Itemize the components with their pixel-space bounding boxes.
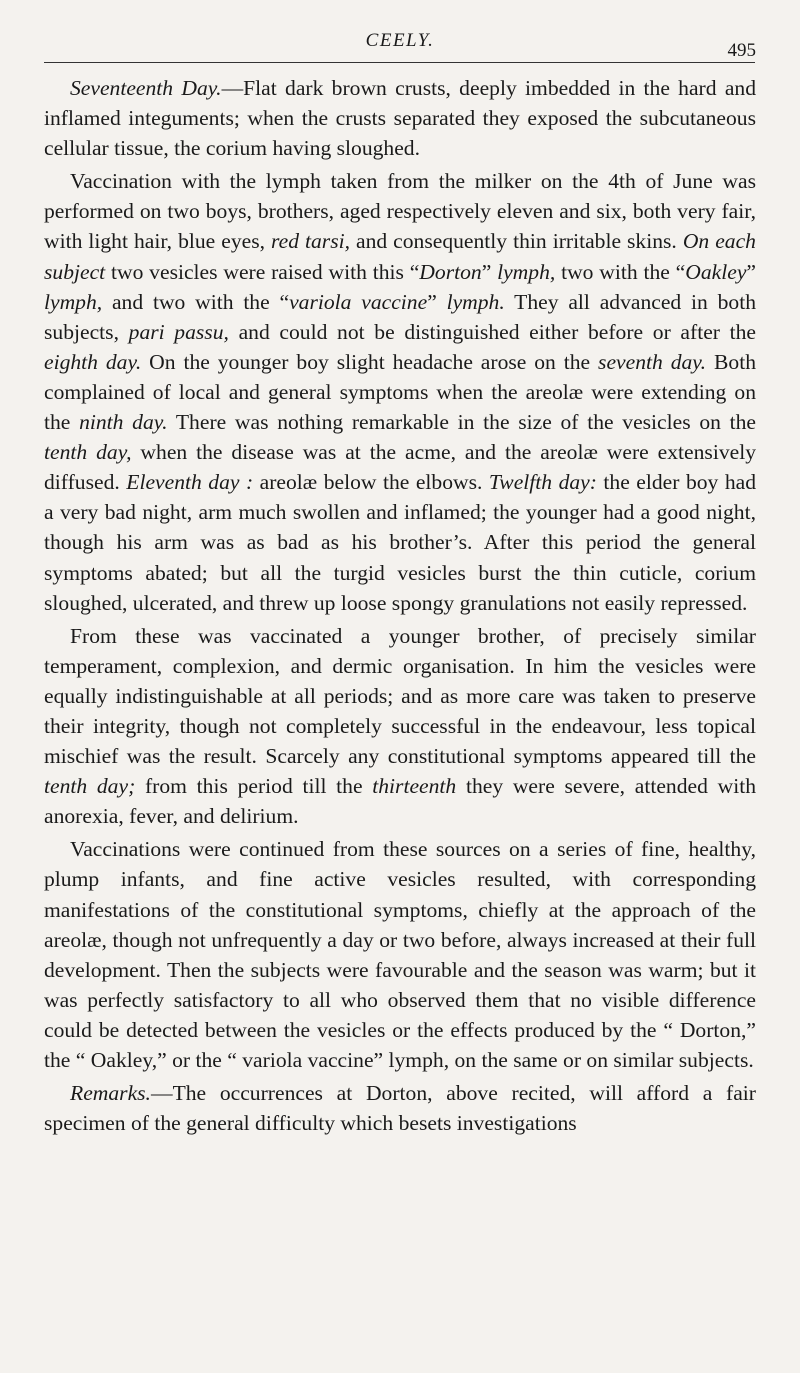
text-run: ” [427, 289, 447, 314]
italic-text: Seventeenth Day. [70, 76, 222, 100]
text-run: they were severe, attended with anorexia, fever, and delirium. [44, 774, 757, 829]
text-run: On the younger boy slight headache arose on the [141, 349, 599, 374]
text-run: when the disease was at the acme, and the areolæ were extensively diffused. [44, 440, 757, 495]
italic-text: red tarsi, [271, 229, 350, 254]
italic-text: Twelfth day: [488, 470, 597, 495]
italic-text: seventh day. [598, 349, 707, 374]
italic-text: lymph, [44, 289, 103, 314]
page-header [44, 26, 756, 62]
text-run: two with the “ [555, 259, 686, 284]
text-run: ” [481, 259, 498, 284]
italic-text: lymph. [446, 289, 505, 314]
paragraph [44, 166, 756, 617]
text-run: ” [746, 259, 757, 284]
text-run: Vaccinations were continued from these sources on a series of fine, healthy, plump infants, and fine active vesicles resulted, with corresponding manifestations of the constitutional symptoms, chiefly at the approach of the areolæ, though not unfrequently a day or two before, always increased at their full development. Then the subjects were favourable and the season was warm; but it was perfectly satisfactory to all who observed them that no visible difference could be detected between the vesicles or the effects produced by the “ Dorton,” the “ Oakley,” or the “ variola vaccine” lymph, on the same or on similar subjects. [44, 837, 756, 1072]
text-run: Vaccination with the lymph taken from the milker on the 4th of June was performed on two boys, brothers, aged respectively eleven and six, both very fair, with light hair, blue eyes, [44, 169, 756, 254]
italic-text: ninth day. [79, 410, 168, 435]
body-text [44, 73, 756, 1138]
text-run: and two with the “ [102, 289, 290, 314]
italic-text: tenth day; [44, 774, 136, 799]
text-run: —The occurrences at Dorton, above recited, will afford a fair specimen of the general difficulty which besets investigations [44, 1081, 756, 1136]
page-number: 495 [727, 40, 756, 61]
italic-text: Remarks. [70, 1081, 151, 1106]
text-run: from this period till the [135, 774, 373, 799]
text-run: Both complained of local and general symptoms when the areolæ were extending on the [44, 349, 756, 435]
italic-text: Eleventh day : [126, 470, 254, 495]
italic-text: thirteenth [372, 774, 457, 799]
text-run: the elder boy had a very bad night, arm much swollen and inflamed; the younger had a good night, though his arm was as bad as his brother’s. After this period the general symptoms abated; but all the turgid vesicles burst the thin cuticle, corium sloughed, ulcerated, and threw up loose spongy granulations not easily repressed. [44, 470, 756, 615]
text-run: areolæ below the elbows. [253, 470, 489, 495]
paragraph [44, 1078, 756, 1138]
italic-text: On each subject [44, 229, 756, 284]
italic-text: pari passu, [128, 319, 229, 344]
text-run: There was nothing remarkable in the size of the vesicles on the [167, 410, 756, 435]
text-run: —Flat dark brown crusts, deeply imbedded in the hard and inflamed integuments; when the crusts separated they exposed the subcutaneous cellular tissue, the corium having sloughed. [44, 76, 756, 161]
text-run: and could not be distinguished either before or after the [228, 319, 757, 344]
italic-text: lymph, [497, 259, 556, 284]
text-run: They all advanced in both subjects, [44, 289, 757, 344]
italic-text: Dorton [419, 259, 482, 284]
italic-text: tenth day, [44, 440, 132, 465]
text-run: From these was vaccinated a younger brother, of precisely similar temperament, complexion, and dermic organisation. In him the vesicles were equally indistinguishable at all periods; and as more care was taken to preserve their integrity, though not completely successful in the endeavour, less topical mischief was the result. Scarcely any constitutional symptoms appeared till the [44, 623, 756, 769]
italic-text: variola vaccine [289, 289, 428, 314]
text-run: two vesicles were raised with this “ [105, 259, 420, 284]
paragraph [44, 621, 756, 832]
text-run: and consequently thin irritable skins. [350, 229, 683, 254]
header-rule [44, 62, 755, 63]
running-head: CEELY. [365, 30, 435, 51]
paragraph [44, 73, 756, 163]
paragraph [44, 834, 756, 1075]
italic-text: eighth day. [44, 349, 142, 374]
italic-text: Oakley [685, 259, 747, 284]
